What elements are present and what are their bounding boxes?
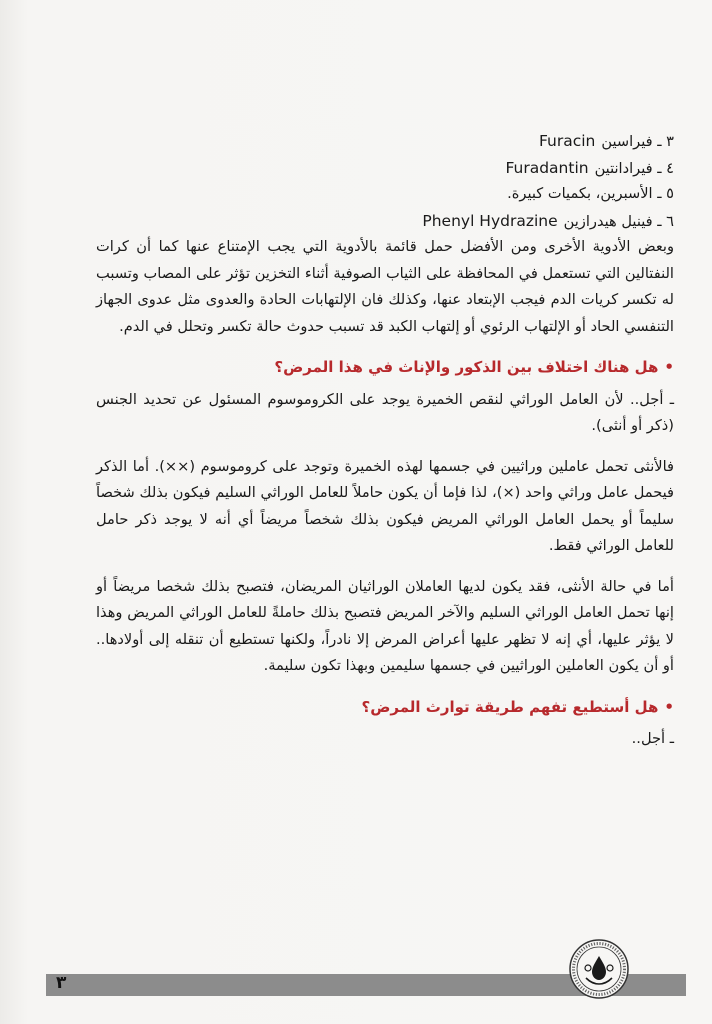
latin-drug-name: Furadantin <box>505 158 589 177</box>
answer-inheritance: ـ أجل.. <box>631 730 674 747</box>
society-emblem-icon <box>568 938 630 1000</box>
drug-list-item-4: ٤ ـ فيرادانتينFuradantin <box>505 158 674 177</box>
paragraph-female-male: فالأنثى تحمل عاملين وراثيين في جسمها لهذه الخميرة وتوجد على كروموسوم (××). أما الذكر فيحمل عامل وراثي واحد (×)، لذا فإما أن يكون حاملاً للعامل الوراثي السليم فيكون بذلك شخصاً سليماً أو يحمل العامل الوراثي المريض فيكون بذلك شخصاً مريضاً أي أنه لا يوجد ذكر حامل للعامل الوراثي فقط. <box>96 457 674 554</box>
drug-list-item-6: ٦ ـ فينيل هيدرازينPhenyl Hydrazine <box>422 211 674 230</box>
paragraph-female-case: أما في حالة الأنثى، فقد يكون لديها العاملان الوراثيان المريضان، فتصبح بذلك شخصا مريضاً أو إنها تحمل العامل الوراثي السليم والآخر المريض فتصبح بذلك حاملةً للعامل الوراثي المريض وهذا لا يؤثر عليها، أي إنه لا تظهر عليها أعراض المرض إلا نادراً، ولكنها تستطيع أن تنقله إلى أولادها.. أو أن يكون العاملين الوراثيين في جسمها سليمين وبهذا تكون سليمة. <box>96 577 674 674</box>
paragraph-other-drugs: وبعض الأدوية الأخرى ومن الأفضل حمل قائمة بالأدوية التي يجب الإمتناع عنها كما أن كرات النفتالين التي تستعمل في المحافظة على الثياب الصوفية أثناء التخزين تؤثر على المصاب وتسبب له تكسر كريات الدم فيجب الإبتعاد عنها، وكذلك فان الإلتهابات الحادة والعدوى مثل عدوى الجهاز التنفسي الحاد أو الإلتهاب الرئوي أو إلتهاب الكبد قد تسبب حدوث حالة تكسر وتحلل في الدم. <box>96 238 674 335</box>
latin-drug-name: Phenyl Hydrazine <box>422 211 558 230</box>
bullet-icon: • <box>664 697 674 716</box>
latin-drug-name: Furacin <box>538 132 596 150</box>
document-body <box>96 128 674 753</box>
answer-gender: ـ أجل.. لأن العامل الوراثي لنقص الخميرة يوجد على الكروموسوم المسئول عن تحديد الجنس (ذكر أو أنثى). <box>96 390 674 434</box>
question-heading-gender: •هل هناك اختلاف بين الذكور والإناث في هذا المرض؟ <box>274 358 674 376</box>
question-heading-inheritance: •هل أستطيع تفهم طريقة توارث المرض؟ <box>361 697 674 716</box>
drug-list-item-3: ٣ ـ فيراسينFuracin <box>538 132 674 150</box>
bullet-icon: • <box>664 358 674 376</box>
drug-list-item-5: ٥ ـ الأسبرين، بكميات كبيرة. <box>507 185 674 202</box>
page-number: ٣ <box>56 973 67 993</box>
